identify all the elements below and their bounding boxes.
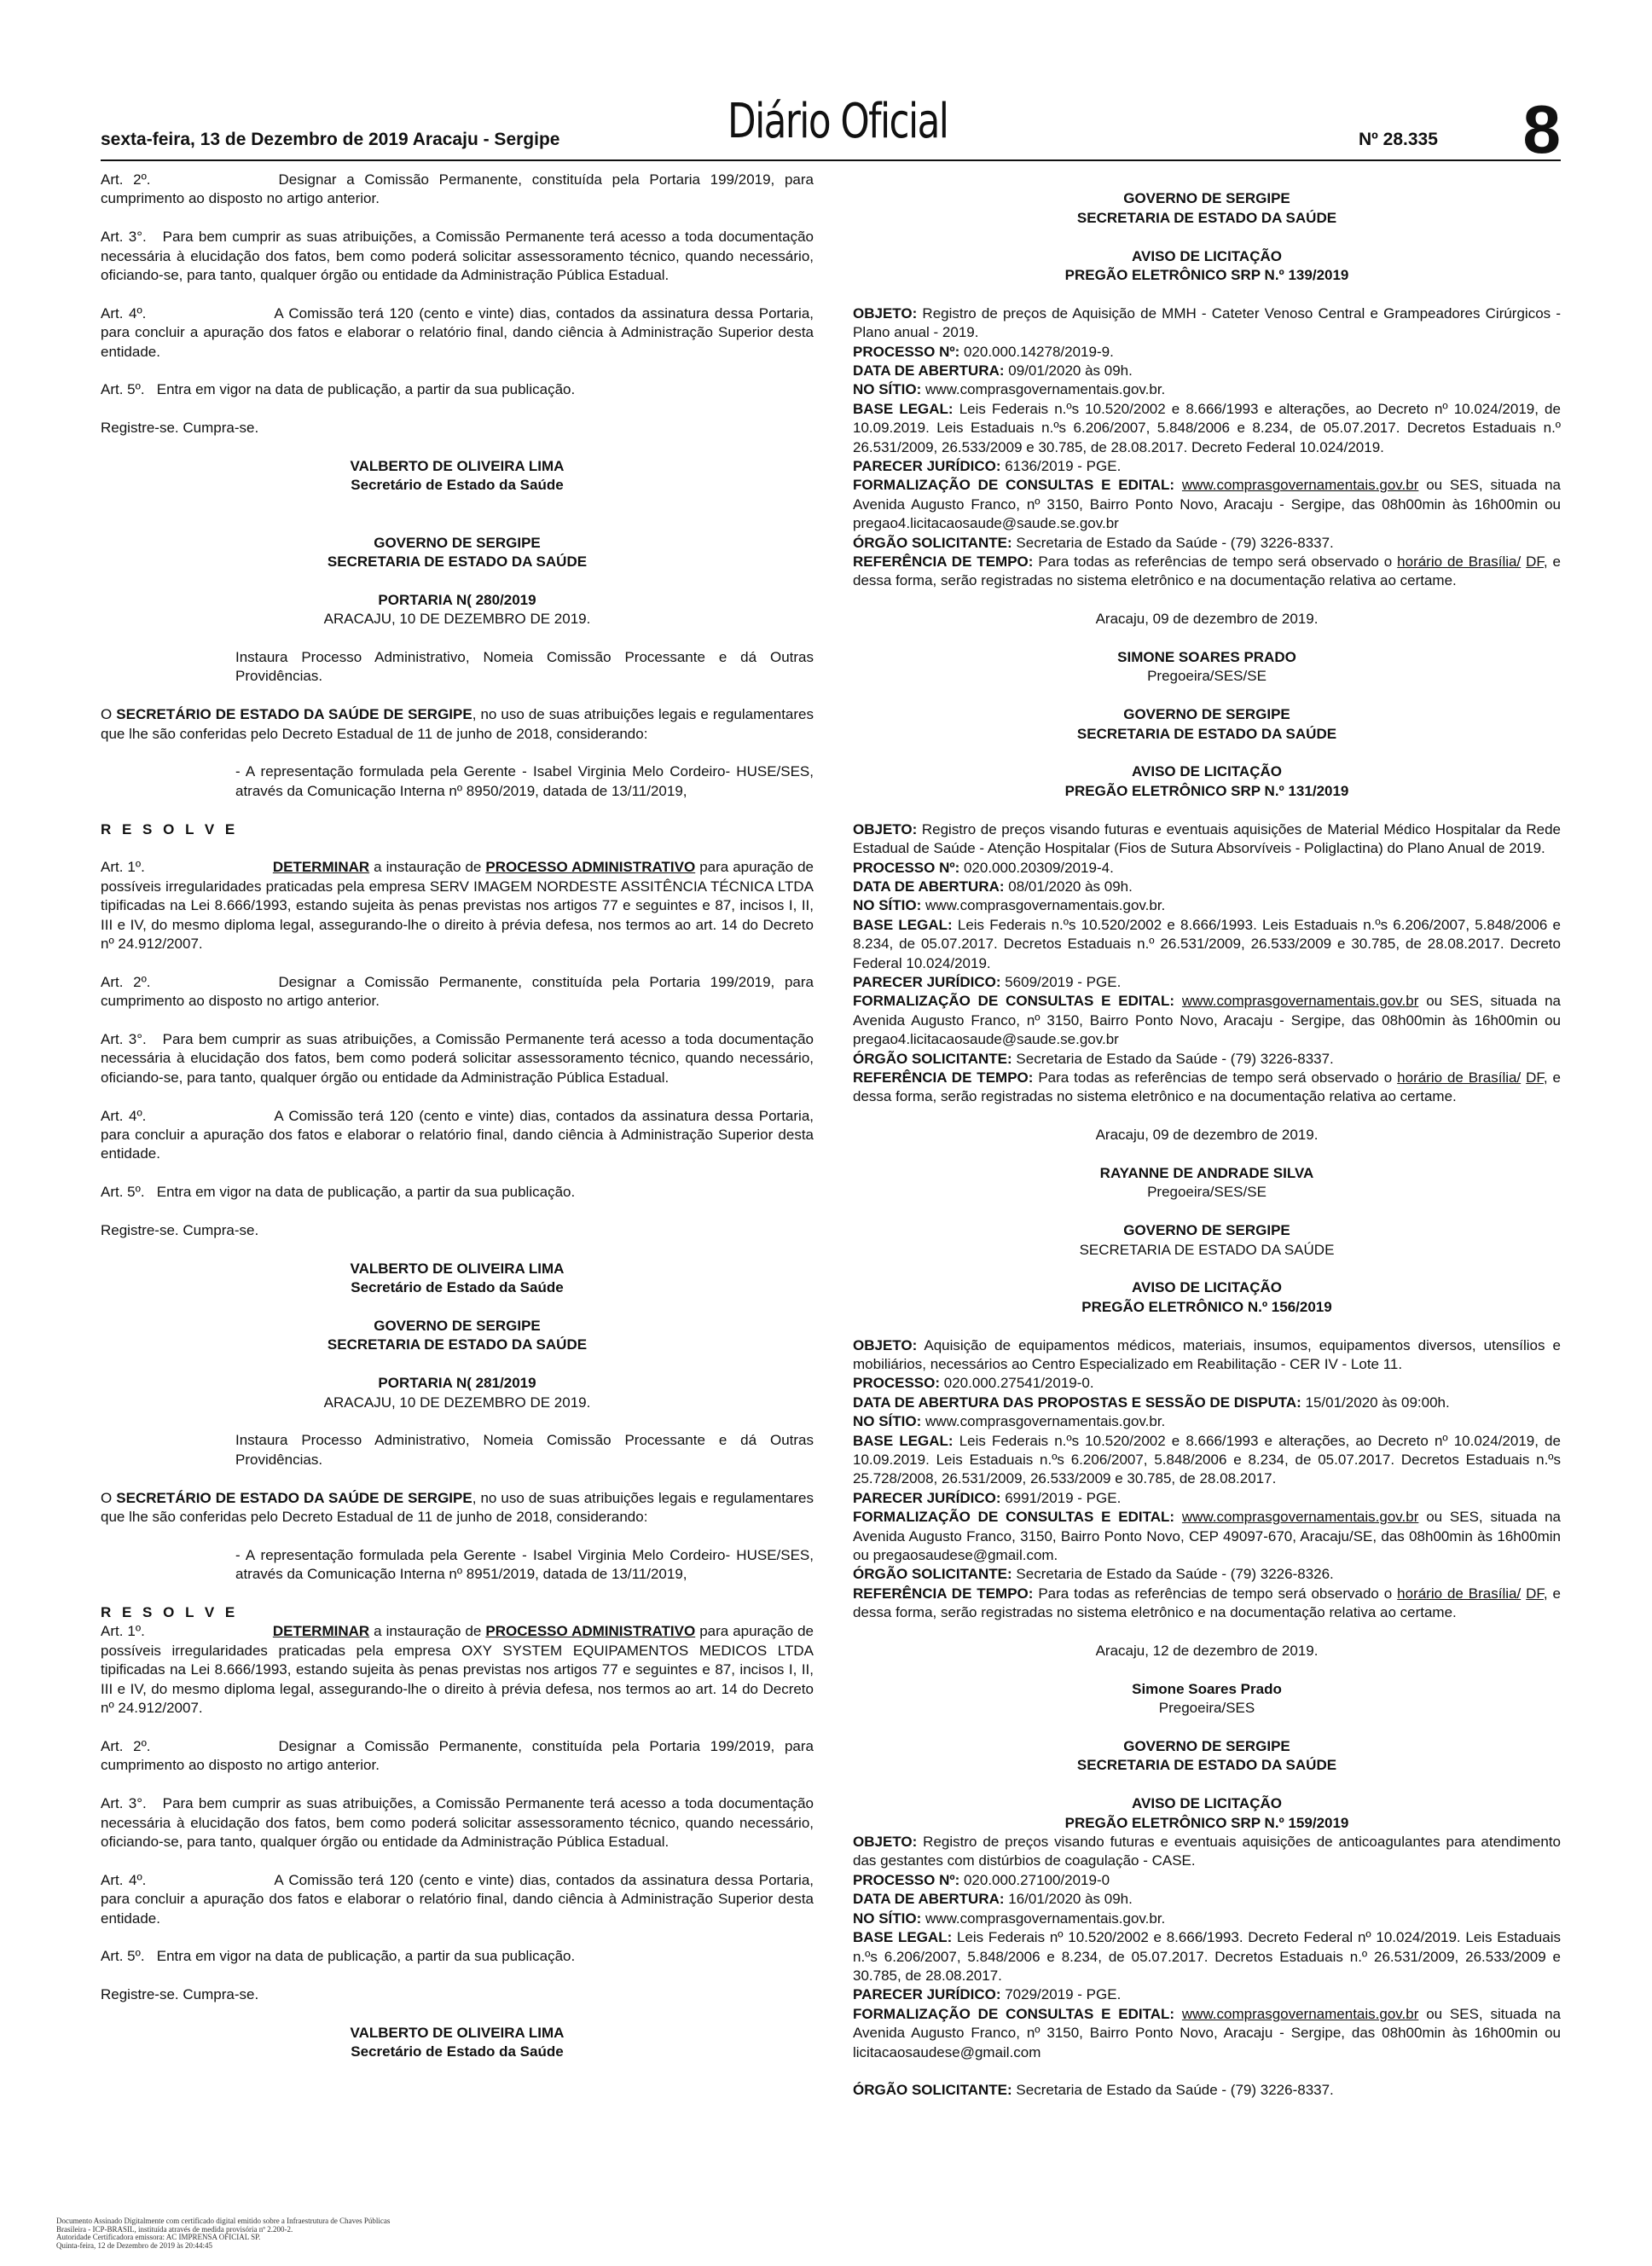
field-value: situada na Avenida Augusto Franco, nº 3150, Bairro Ponto Novo, Aracaju - Sergipe, das 08h00min às 16h00min ou pregao4.licitacaosaude@saude.se.gov.br xyxy=(853,477,1561,532)
field-value: Registro de preços visando futuras e eventuais aquisições de Material Médico Hospitalar da Rede Estadual de Saúde - Atenção Hospitalar (Fios de Sutura Absorvíveis - Poliglactina) do Plano Anual de 2019. xyxy=(853,820,1561,857)
field-value: 15/01/2020 às 09:00h. xyxy=(1305,1394,1450,1411)
gov-heading: GOVERNO DE SERGIPE xyxy=(1123,706,1290,723)
comprasnet-link[interactable]: www.comprasgovernamentais.gov.br xyxy=(1181,2005,1419,2022)
abertura-field xyxy=(853,1394,1561,1412)
art-label: Art. 2º. xyxy=(101,171,151,188)
field-label: DATA DE ABERTURA: xyxy=(853,878,1005,895)
footer-line: Documento Assinado Digitalmente com certificado digital emitido sobre a Infraestrutura de Chaves Públicas xyxy=(56,2217,391,2225)
field-value: situada na Avenida Augusto Franco, 3150, Bairro Ponto Novo, CEP 49097-670, Aracaju/SE, das 08h00min às 16h00min ou pregaosaudese@gmail.com. xyxy=(853,1509,1561,1564)
field-label: DATA DE ABERTURA: xyxy=(853,1891,1005,1908)
objeto-field xyxy=(853,1336,1561,1375)
field-label: REFERÊNCIA DE TEMPO: xyxy=(853,1069,1034,1086)
art-text: A Comissão terá 120 (cento e vinte) dias, contados da assinatura dessa Portaria, para concluir a apuração dos fatos e elaborar o relatório final, dando ciência à Administração Superior desta entidade. xyxy=(101,304,814,360)
art-text: Entra em vigor na data de publicação, a partir da sua publicação. xyxy=(156,1948,576,1965)
field-value: ou SES, xyxy=(1426,2005,1483,2022)
referencia-field xyxy=(853,553,1561,591)
field-label: BASE LEGAL: xyxy=(853,400,954,417)
field-label: OBJETO: xyxy=(853,1336,918,1353)
art-label: Art. 5º. xyxy=(101,1948,145,1965)
art-text: Entra em vigor na data de publicação, a partir da sua publicação. xyxy=(156,381,576,398)
parecer-field xyxy=(853,1489,1561,1508)
signatory-role: Secretário de Estado da Saúde xyxy=(351,1279,564,1296)
base-legal-field xyxy=(853,400,1561,457)
digital-signature-footer xyxy=(56,2217,500,2250)
field-label: FORMALIZAÇÃO DE CONSULTAS E EDITAL: xyxy=(853,993,1175,1010)
secretaria-heading: SECRETARIA DE ESTADO DA SAÚDE xyxy=(1076,1757,1337,1774)
field-label: BASE LEGAL: xyxy=(853,1432,954,1449)
gov-heading: GOVERNO DE SERGIPE xyxy=(1123,1738,1290,1755)
secretaria-heading: SECRETARIA DE ESTADO DA SAÚDE xyxy=(327,553,588,571)
brasilia-link[interactable]: horário de Brasília/ xyxy=(1397,553,1522,571)
preamble-authority: SECRETÁRIO DE ESTADO DA SAÚDE DE SERGIPE xyxy=(116,1489,472,1506)
preamble-text: , no uso de suas atribuições legais e regulamentares que lhe são conferidas pelo Decreto Estadual de 11 de junho de 2018, considerando: xyxy=(101,706,814,742)
art-label: Art. 5º. xyxy=(101,1184,145,1201)
formalizacao-field xyxy=(853,2005,1561,2062)
signatory-role: Pregoeira/SES/SE xyxy=(1147,668,1267,685)
df-link[interactable]: DF xyxy=(1526,553,1544,571)
pregao-title: PREGÃO ELETRÔNICO SRP N.º 159/2019 xyxy=(1064,1814,1349,1831)
gov-heading: GOVERNO DE SERGIPE xyxy=(374,1318,541,1335)
field-value: www.comprasgovernamentais.gov.br. xyxy=(925,1910,1166,1927)
brasilia-link[interactable]: horário de Brasília/ xyxy=(1397,1585,1522,1602)
processo-field xyxy=(853,859,1561,878)
orgao-field xyxy=(853,2081,1561,2100)
field-label: PARECER JURÍDICO: xyxy=(853,1986,1001,2003)
field-value: Leis Federais n.ºs 10.520/2002 e 8.666/1993. Leis Estaduais n.ºs 6.206/2007, 5.848/2006 e 8.234, de 05.07.2017. Decretos Estaduais n.º 26.531/2009, 26.533/2009 e 30.785, de 28.08.2017. Decreto Federal 10.024/2019. xyxy=(853,916,1561,971)
preamble-text: O xyxy=(101,1489,117,1506)
art-label: Art. 4º. xyxy=(101,304,147,322)
field-value: 08/01/2020 às 09h. xyxy=(1008,878,1133,895)
resolve-heading: R E S O L V E xyxy=(101,820,239,837)
parecer-field xyxy=(853,973,1561,992)
orgao-field xyxy=(853,534,1561,553)
art-label: Art. 1º. xyxy=(101,1623,145,1640)
signatory-name: VALBERTO DE OLIVEIRA LIMA xyxy=(350,2024,565,2041)
right-column xyxy=(853,171,1561,2200)
field-value: Leis Federais n.ºs 10.520/2002 e 8.666/1993 e alterações, ao Decreto nº 10.024/2019, de 10.09.2019. Leis Estaduais n.ºs 6.206/2007, 5.848/2006 e 8.234, de 05.07.2017. Decretos Estaduais n.ºs 25.728/2008, 26.531/2009, 26.533/2009 e 30.785, de 28.08.2017. xyxy=(853,1432,1561,1487)
signatory-name: VALBERTO DE OLIVEIRA LIMA xyxy=(350,1260,565,1277)
art-text: A Comissão terá 120 (cento e vinte) dias, contados da assinatura dessa Portaria, para concluir a apuração dos fatos e elaborar o relatório final, dando ciência à Administração Superior desta entidade. xyxy=(101,1107,814,1162)
field-label: NO SÍTIO: xyxy=(853,897,922,914)
field-value: Secretaria de Estado da Saúde - (79) 3226-8337. xyxy=(1016,1050,1334,1067)
art3-paragraph xyxy=(101,228,814,285)
field-value: 020.000.27100/2019-0 xyxy=(963,1871,1110,1888)
brasilia-link[interactable]: horário de Brasília/ xyxy=(1397,1069,1522,1086)
field-value: www.comprasgovernamentais.gov.br. xyxy=(925,381,1166,398)
field-label: DATA DE ABERTURA: xyxy=(853,362,1005,380)
signatory-role: Pregoeira/SES/SE xyxy=(1147,1184,1267,1201)
field-value: 7029/2019 - PGE. xyxy=(1005,1986,1122,2003)
art3-paragraph xyxy=(101,1794,814,1852)
preamble xyxy=(101,705,814,744)
art4-paragraph xyxy=(101,1871,814,1928)
portaria-ementa: Instaura Processo Administrativo, Nomeia Comissão Processante e dá Outras Providências. xyxy=(235,649,814,685)
footer-line: Autoridade Certificadora emissora: AC IMPRENSA OFICIAL SP. xyxy=(56,2233,261,2241)
field-value: Leis Federais nº 10.520/2002 e 8.666/1993. Decreto Federal nº 10.024/2019. Leis Estaduais n.ºs 6.206/2007, 5.848/2006 e 8.234, de 05.07.2017. Decretos Estaduais n.º 26.531/2009, 26.533/2009 e 30.785, de 28.08.2017. xyxy=(853,1929,1561,1984)
signatory-role: Secretário de Estado da Saúde xyxy=(351,2043,564,2060)
field-value: Secretaria de Estado da Saúde - (79) 3226-8337. xyxy=(1016,534,1334,551)
secretaria-heading: SECRETARIA DE ESTADO DA SAÚDE xyxy=(1079,1241,1335,1258)
art-text: Designar a Comissão Permanente, constituída pela Portaria 199/2019, para cumprimento ao disposto no artigo anterior. xyxy=(101,1737,814,1774)
secretaria-heading: SECRETARIA DE ESTADO DA SAÚDE xyxy=(1076,725,1337,742)
field-value: situada na Avenida Augusto Franco, nº 3150, Bairro Ponto Novo, Aracaju - Sergipe, das 08h00min às 16h00min ou pregao4.licitacaosaude@saude.se.gov.br xyxy=(853,993,1561,1048)
signatory-name: SIMONE SOARES PRADO xyxy=(1117,649,1296,666)
art1-paragraph xyxy=(101,1622,814,1718)
field-value: Registro de preços visando futuras e eventuais aquisições de anticoagulantes para atendimento das gestantes com distúrbios de coagulação - CASE. xyxy=(853,1834,1561,1869)
art-text: Designar a Comissão Permanente, constituída pela Portaria 199/2019, para cumprimento ao disposto no artigo anterior. xyxy=(101,171,814,207)
registre-text: Registre-se. Cumpra-se. xyxy=(101,1986,259,2003)
footer-line: Quinta-feira, 12 de Dezembro de 2019 às 20:44:45 xyxy=(56,2240,212,2250)
field-label: PROCESSO: xyxy=(853,1375,941,1392)
secretaria-heading: SECRETARIA DE ESTADO DA SAÚDE xyxy=(327,1336,588,1353)
abertura-field xyxy=(853,362,1561,380)
field-label: ÓRGÃO SOLICITANTE: xyxy=(853,2082,1012,2099)
field-label: PROCESSO Nº: xyxy=(853,343,960,360)
art4-paragraph xyxy=(101,1107,814,1164)
art-text: Designar a Comissão Permanente, constituída pela Portaria 199/2019, para cumprimento ao disposto no artigo anterior. xyxy=(101,973,814,1010)
parecer-field xyxy=(853,1985,1561,2004)
abertura-field xyxy=(853,878,1561,896)
aviso-heading: AVISO DE LICITAÇÃO xyxy=(1132,247,1282,264)
field-value: Registro de preços de Aquisição de MMH - Cateter Venoso Central e Grampeadores Cirúrgicos - Plano anual - 2019. xyxy=(853,304,1561,341)
art-label: Art. 4º. xyxy=(101,1107,147,1124)
header-divider xyxy=(101,159,1561,161)
field-label: ÓRGÃO SOLICITANTE: xyxy=(853,1050,1012,1067)
art-label: Art. 4º. xyxy=(101,1871,147,1888)
gov-heading: GOVERNO DE SERGIPE xyxy=(1123,190,1290,207)
field-value: 020.000.14278/2019-9. xyxy=(963,343,1114,360)
portaria-title: PORTARIA N( 281/2019 xyxy=(378,1375,536,1392)
referencia-field xyxy=(853,1585,1561,1623)
field-label: NO SÍTIO: xyxy=(853,381,922,398)
orgao-field xyxy=(853,1565,1561,1584)
processo-term: PROCESSO ADMINISTRATIVO xyxy=(485,1623,696,1640)
local-date: Aracaju, 12 de dezembro de 2019. xyxy=(1095,1643,1319,1660)
df-link[interactable]: DF xyxy=(1526,1585,1544,1602)
base-legal-field xyxy=(853,916,1561,973)
art-text: para apuração de possíveis irregularidades praticadas pela empresa SERV IMAGEM NORDESTE ASSITÊNCIA TÉCNICA LTDA tipificadas na Lei 8.666/1993, estando sujeita às penas previstas nos artigos 77 e seguintes e 87, incisos I, II, III e IV, do mesmo diploma legal, assegurando-lhe o direito à prévia defesa, nos termos ao art. 14 do Decreto nº 24.912/2007. xyxy=(101,859,814,953)
art3-paragraph xyxy=(101,1030,814,1087)
field-value: 6136/2019 - PGE. xyxy=(1005,458,1122,475)
portaria-title: PORTARIA N( 280/2019 xyxy=(378,591,536,608)
pregao-title: PREGÃO ELETRÔNICO SRP N.º 131/2019 xyxy=(1064,782,1349,799)
header-date: sexta-feira, 13 de Dezembro de 2019 Aracaju - Sergipe xyxy=(101,130,560,149)
local-date: Aracaju, 09 de dezembro de 2019. xyxy=(1095,611,1319,628)
pregao-title: PREGÃO ELETRÔNICO SRP N.º 139/2019 xyxy=(1064,267,1349,283)
preamble xyxy=(101,1489,814,1527)
portaria-ementa: Instaura Processo Administrativo, Nomeia Comissão Processante e dá Outras Providências. xyxy=(235,1432,814,1468)
objeto-field xyxy=(853,304,1561,343)
field-value: Para todas as referências de tempo será observado o xyxy=(1038,553,1393,571)
art4-paragraph xyxy=(101,304,814,362)
field-label: FORMALIZAÇÃO DE CONSULTAS E EDITAL: xyxy=(853,2005,1175,2022)
art-text: Para bem cumprir as suas atribuições, a Comissão Permanente terá acesso a toda documentação necessária à elucidação dos fatos, bem como poderá solicitar assessoramento técnico, quando necessário, oficiando-se, para tanto, qualquer órgão ou entidade da Administração Pública Estadual. xyxy=(101,229,814,284)
sitio-field xyxy=(853,1910,1561,1928)
field-label: OBJETO: xyxy=(853,820,918,837)
field-value: ou SES, xyxy=(1426,993,1483,1010)
considerando: - A representação formulada pela Gerente - Isabel Virginia Melo Cordeiro- HUSE/SES, através da Comunicação Interna nº 8951/2019, datada de 13/11/2019, xyxy=(235,1546,814,1583)
determinar-term: DETERMINAR xyxy=(272,1623,370,1640)
secretaria-heading: SECRETARIA DE ESTADO DA SAÚDE xyxy=(1076,209,1337,226)
formalizacao-field xyxy=(853,992,1561,1049)
abertura-field xyxy=(853,1890,1561,1909)
field-label: PROCESSO Nº: xyxy=(853,859,960,876)
aviso-heading: AVISO DE LICITAÇÃO xyxy=(1132,1279,1282,1296)
preamble-authority: SECRETÁRIO DE ESTADO DA SAÚDE DE SERGIPE xyxy=(116,706,472,723)
art5-paragraph xyxy=(101,1183,814,1202)
art1-paragraph xyxy=(101,858,814,953)
art-text: a instauração de xyxy=(374,859,482,876)
art2-paragraph xyxy=(101,1737,814,1776)
art-label: Art. 2º. xyxy=(101,1737,151,1754)
field-label: PARECER JURÍDICO: xyxy=(853,1489,1001,1506)
signatory-role: Pregoeira/SES xyxy=(1158,1700,1255,1717)
edition-number: Nº 28.335 xyxy=(1359,130,1438,149)
signatory-name: Simone Soares Prado xyxy=(1132,1680,1282,1697)
field-value: Secretaria de Estado da Saúde - (79) 3226-8326. xyxy=(1016,1566,1334,1583)
art-label: Art. 3°. xyxy=(101,1795,147,1812)
comprasnet-link[interactable]: www.comprasgovernamentais.gov.br xyxy=(1181,477,1419,494)
field-value: Secretaria de Estado da Saúde - (79) 3226-8337. xyxy=(1016,2082,1334,2099)
field-value: , e dessa forma, serão registradas no sistema eletrônico e na documentação relativa ao certame. xyxy=(853,1585,1561,1621)
field-value: , e dessa forma, serão registradas no sistema eletrônico e na documentação relativa ao certame. xyxy=(853,553,1561,589)
field-value: Leis Federais n.ºs 10.520/2002 e 8.666/1993 e alterações, ao Decreto nº 10.024/2019, de 10.09.2019. Leis Estaduais n.ºs 6.206/2007, 5.848/2006 e 8.234, de 05.07.2017. Decretos Estaduais n.º 26.531/2009, 26.533/2009 e 30.785, de 28.08.2017. Decreto Federal 10.024/2019. xyxy=(853,400,1561,455)
field-label: ÓRGÃO SOLICITANTE: xyxy=(853,1566,1012,1583)
field-label: OBJETO: xyxy=(853,1834,918,1851)
portaria-date: ARACAJU, 10 DE DEZEMBRO DE 2019. xyxy=(323,611,591,628)
formalizacao-field xyxy=(853,1508,1561,1565)
field-value: www.comprasgovernamentais.gov.br. xyxy=(925,1413,1166,1430)
art2-paragraph xyxy=(101,171,814,209)
art-label: Art. 2º. xyxy=(101,973,151,990)
portaria-date: ARACAJU, 10 DE DEZEMBRO DE 2019. xyxy=(323,1394,591,1411)
objeto-field xyxy=(853,820,1561,859)
referencia-field xyxy=(853,1069,1561,1107)
art2-paragraph xyxy=(101,973,814,1011)
preamble-text: , no uso de suas atribuições legais e regulamentares que lhe são conferidas pelo Decreto Estadual de 11 de junho de 2018, considerando: xyxy=(101,1489,814,1526)
field-value: Para todas as referências de tempo será observado o xyxy=(1038,1069,1393,1086)
art-text: Entra em vigor na data de publicação, a partir da sua publicação. xyxy=(156,1184,576,1201)
processo-field xyxy=(853,1871,1561,1890)
field-value: 020.000.27541/2019-0. xyxy=(943,1375,1094,1392)
objeto-field xyxy=(853,1833,1561,1871)
field-label: DATA DE ABERTURA DAS PROPOSTAS E SESSÃO DE DISPUTA: xyxy=(853,1394,1301,1411)
signatory-name: RAYANNE DE ANDRADE SILVA xyxy=(1099,1164,1314,1181)
field-value: Para todas as referências de tempo será observado o xyxy=(1038,1585,1393,1602)
art-text: a instauração de xyxy=(374,1623,482,1640)
sitio-field xyxy=(853,1412,1561,1431)
field-value: 09/01/2020 às 09h. xyxy=(1008,362,1133,380)
page-number: 8 xyxy=(1522,91,1561,167)
considerando: - A representação formulada pela Gerente - Isabel Virginia Melo Cordeiro- HUSE/SES, através da Comunicação Interna nº 8950/2019, datada de 13/11/2019, xyxy=(235,763,814,799)
gov-heading: GOVERNO DE SERGIPE xyxy=(374,534,541,551)
processo-field xyxy=(853,343,1561,362)
field-label: FORMALIZAÇÃO DE CONSULTAS E EDITAL: xyxy=(853,477,1175,494)
base-legal-field xyxy=(853,1928,1561,1985)
art-label: Art. 5º. xyxy=(101,381,145,398)
art-label: Art. 3°. xyxy=(101,229,147,246)
art5-paragraph xyxy=(101,1947,814,1966)
page-header xyxy=(101,91,1561,167)
field-value: 6991/2019 - PGE. xyxy=(1005,1489,1122,1506)
field-label: REFERÊNCIA DE TEMPO: xyxy=(853,553,1034,571)
comprasnet-link[interactable]: www.comprasgovernamentais.gov.br xyxy=(1181,993,1419,1010)
field-value: situada na Avenida Augusto Franco, nº 3150, Bairro Ponto Novo, Aracaju - Sergipe, das 08h00min às 16h00min ou licitacaosaudese@gmail.com xyxy=(853,2005,1561,2060)
processo-field xyxy=(853,1374,1561,1393)
field-label: PARECER JURÍDICO: xyxy=(853,973,1001,990)
field-label: ÓRGÃO SOLICITANTE: xyxy=(853,534,1012,551)
determinar-term: DETERMINAR xyxy=(272,859,370,876)
registre-text: Registre-se. Cumpra-se. xyxy=(101,420,259,437)
resolve-heading: R E S O L V E xyxy=(101,1604,239,1621)
field-label: OBJETO: xyxy=(853,304,918,322)
parecer-field xyxy=(853,457,1561,476)
gov-heading: GOVERNO DE SERGIPE xyxy=(1123,1222,1290,1239)
art-text: Para bem cumprir as suas atribuições, a Comissão Permanente terá acesso a toda documentação necessária à elucidação dos fatos, bem como poderá solicitar assessoramento técnico, quando necessário, oficiando-se, para tanto, qualquer órgão ou entidade da Administração Pública Estadual. xyxy=(101,1031,814,1086)
field-value: ou SES, xyxy=(1426,1509,1483,1526)
field-label: REFERÊNCIA DE TEMPO: xyxy=(853,1585,1034,1602)
art5-paragraph xyxy=(101,380,814,399)
sitio-field xyxy=(853,896,1561,915)
signatory-name: VALBERTO DE OLIVEIRA LIMA xyxy=(350,458,565,475)
field-value: 020.000.20309/2019-4. xyxy=(963,859,1114,876)
sitio-field xyxy=(853,380,1561,399)
signatory-role: Secretário de Estado da Saúde xyxy=(351,477,564,494)
art-label: Art. 1º. xyxy=(101,859,145,876)
field-value: www.comprasgovernamentais.gov.br. xyxy=(925,897,1166,914)
formalizacao-field xyxy=(853,476,1561,533)
footer-line: Brasileira - ICP-BRASIL, instituída através de medida provisória nº 2.200-2. xyxy=(56,2224,293,2234)
field-value: , e dessa forma, serão registradas no sistema eletrônico e na documentação relativa ao certame. xyxy=(853,1069,1561,1105)
df-link[interactable]: DF xyxy=(1526,1069,1544,1086)
field-label: NO SÍTIO: xyxy=(853,1413,922,1430)
preamble-text: O xyxy=(101,706,117,723)
field-value: 16/01/2020 às 09h. xyxy=(1008,1891,1133,1908)
field-value: ou SES, xyxy=(1426,477,1483,494)
gazette-title: Diário Oficial xyxy=(727,94,948,149)
pregao-title: PREGÃO ELETRÔNICO N.º 156/2019 xyxy=(1081,1298,1332,1315)
art-text: A Comissão terá 120 (cento e vinte) dias, contados da assinatura dessa Portaria, para concluir a apuração dos fatos e elaborar o relatório final, dando ciência à Administração Superior desta entidade. xyxy=(101,1871,814,1927)
art-text: Para bem cumprir as suas atribuições, a Comissão Permanente terá acesso a toda documentação necessária à elucidação dos fatos, bem como poderá solicitar assessoramento técnico, quando necessário, oficiando-se, para tanto, qualquer órgão ou entidade da Administração Pública Estadual. xyxy=(101,1795,814,1850)
base-legal-field xyxy=(853,1432,1561,1489)
local-date: Aracaju, 09 de dezembro de 2019. xyxy=(1095,1127,1319,1144)
comprasnet-link[interactable]: www.comprasgovernamentais.gov.br xyxy=(1181,1509,1419,1526)
registre-text: Registre-se. Cumpra-se. xyxy=(101,1222,259,1239)
field-label: NO SÍTIO: xyxy=(853,1910,922,1927)
art-label: Art. 3°. xyxy=(101,1031,147,1048)
aviso-heading: AVISO DE LICITAÇÃO xyxy=(1132,1795,1282,1812)
processo-term: PROCESSO ADMINISTRATIVO xyxy=(485,859,696,876)
aviso-heading: AVISO DE LICITAÇÃO xyxy=(1132,763,1282,780)
field-label: BASE LEGAL: xyxy=(853,1929,953,1946)
field-label: FORMALIZAÇÃO DE CONSULTAS E EDITAL: xyxy=(853,1509,1175,1526)
art-text: para apuração de possíveis irregularidades praticadas pela empresa OXY SYSTEM EQUIPAMENTOS MEDICOS LTDA tipificadas na Lei 8.666/1993, estando sujeita às penas previstas nos artigos 77 e seguintes e 87, incisos I, II, III e IV, do mesmo diploma legal, assegurando-lhe o direito à prévia defesa, nos termos ao art. 14 do Decreto nº 24.912/2007. xyxy=(101,1623,814,1717)
field-label: PARECER JURÍDICO: xyxy=(853,458,1001,475)
field-value: 5609/2019 - PGE. xyxy=(1005,973,1122,990)
orgao-field xyxy=(853,1050,1561,1069)
left-column xyxy=(101,171,814,2200)
field-label: BASE LEGAL: xyxy=(853,916,953,933)
field-label: PROCESSO Nº: xyxy=(853,1871,960,1888)
field-value: Aquisição de equipamentos médicos, materiais, insumos, equipamentos diversos, utensílios e mobiliários, necessários ao Centro Especializado em Reabilitação - CER IV - Lote 11. xyxy=(853,1336,1561,1372)
